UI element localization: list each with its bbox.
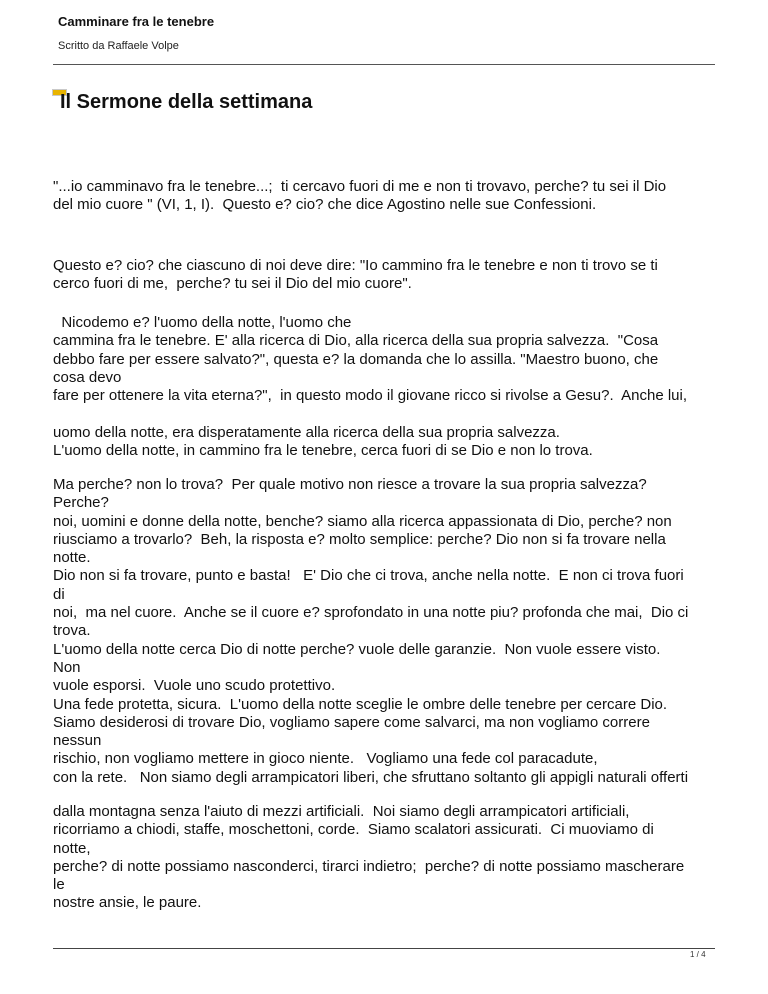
paragraph-4: [53, 424, 733, 461]
paragraph-6: [53, 803, 733, 913]
section-heading: Il Sermone della settimana: [60, 91, 313, 113]
text-line: con la rete. Non siamo degli arrampicatori liberi, che sfruttano soltanto gli appigli naturali offerti: [53, 768, 689, 786]
paragraph-5: [53, 476, 733, 787]
text-line: noi, uomini e donne della notte, benche? siamo alla ricerca appassionata di Dio, perche? non: [53, 512, 672, 530]
text-line: noi, ma nel cuore. Anche se il cuore e? sprofondato in una notte piu? profonda che mai, Dio ci: [53, 604, 689, 622]
text-line: rischio, non vogliamo mettere in gioco niente. Vogliamo una fede col paracadute,: [53, 750, 598, 768]
text-line: L'uomo della notte cerca Dio di notte perche? vuole delle garanzie. Non vuole essere visto.: [53, 640, 661, 658]
text-line: Nicodemo e? l'uomo della notte, l'uomo che: [53, 314, 352, 331]
text-line: del mio cuore " (VI, 1, I). Questo e? cio? che dice Agostino nelle sue Confessioni.: [53, 196, 597, 214]
text-line: cerco fuori di me, perche? tu sei il Dio del mio cuore".: [53, 275, 412, 293]
text-line: dalla montagna senza l'aiuto di mezzi artificiali. Noi siamo degli arrampicatori artificiali,: [53, 803, 630, 820]
text-line: di: [53, 585, 65, 603]
text-line: ricorriamo a chiodi, staffe, moschettoni, corde. Siamo scalatori assicurati. Ci muoviamo di: [53, 821, 654, 839]
text-line: trova.: [53, 622, 91, 640]
text-line: Perche?: [53, 494, 109, 512]
paragraph-2: [53, 257, 733, 294]
text-line: "...io camminavo fra le tenebre...; ti cercavo fuori di me e non ti trovavo, perche? tu sei il Dio: [53, 178, 667, 195]
text-line: Siamo desiderosi di trovare Dio, vogliamo sapere come salvarci, ma non vogliamo correre: [53, 713, 650, 731]
header-divider: [53, 64, 715, 65]
text-line: debbo fare per essere salvato?", questa e? la domanda che lo assilla. "Maestro buono, che: [53, 350, 659, 368]
text-line: Ma perche? non lo trova? Per quale motivo non riesce a trovare la sua propria salvezza?: [53, 476, 647, 493]
text-line: nessun: [53, 732, 102, 750]
text-line: Questo e? cio? che ciascuno di noi deve dire: "Io cammino fra le tenebre e non ti trovo se ti: [53, 257, 658, 274]
paragraph-3: [53, 314, 733, 405]
text-line: uomo della notte, era disperatamente alla ricerca della sua propria salvezza.: [53, 424, 560, 441]
text-line: perche? di notte possiamo nasconderci, tirarci indietro; perche? di notte possiamo mascherare: [53, 857, 685, 875]
document-author: Scritto da Raffaele Volpe: [58, 40, 179, 52]
text-line: riusciamo a trovarlo? Beh, la risposta e? molto semplice: perche? Dio non si fa trovare nella: [53, 530, 666, 548]
text-line: vuole esporsi. Vuole uno scudo protettivo.: [53, 677, 336, 695]
paragraph-1: [53, 178, 733, 215]
text-line: notte,: [53, 839, 91, 857]
text-line: Una fede protetta, sicura. L'uomo della notte sceglie le ombre delle tenebre per cercare Dio.: [53, 695, 668, 713]
text-line: Dio non si fa trovare, punto e basta! E' Dio che ci trova, anche nella notte. E non ci trova fuori: [53, 567, 684, 585]
document-title: Camminare fra le tenebre: [58, 14, 215, 29]
text-line: notte.: [53, 549, 91, 567]
text-line: fare per ottenere la vita eterna?", in questo modo il giovane ricco si rivolse a Gesu?. Anche lui,: [53, 387, 688, 405]
footer-divider: [53, 948, 715, 949]
text-line: Non: [53, 658, 81, 676]
text-line: cosa devo: [53, 368, 122, 386]
page-number: 1 / 4: [690, 950, 706, 959]
text-line: le: [53, 876, 65, 894]
text-line: nostre ansie, le paure.: [53, 894, 202, 912]
text-line: L'uomo della notte, in cammino fra le tenebre, cerca fuori di se Dio e non lo trova.: [53, 442, 593, 460]
text-line: cammina fra le tenebre. E' alla ricerca di Dio, alla ricerca della sua propria salvezza. "Cosa: [53, 332, 659, 350]
